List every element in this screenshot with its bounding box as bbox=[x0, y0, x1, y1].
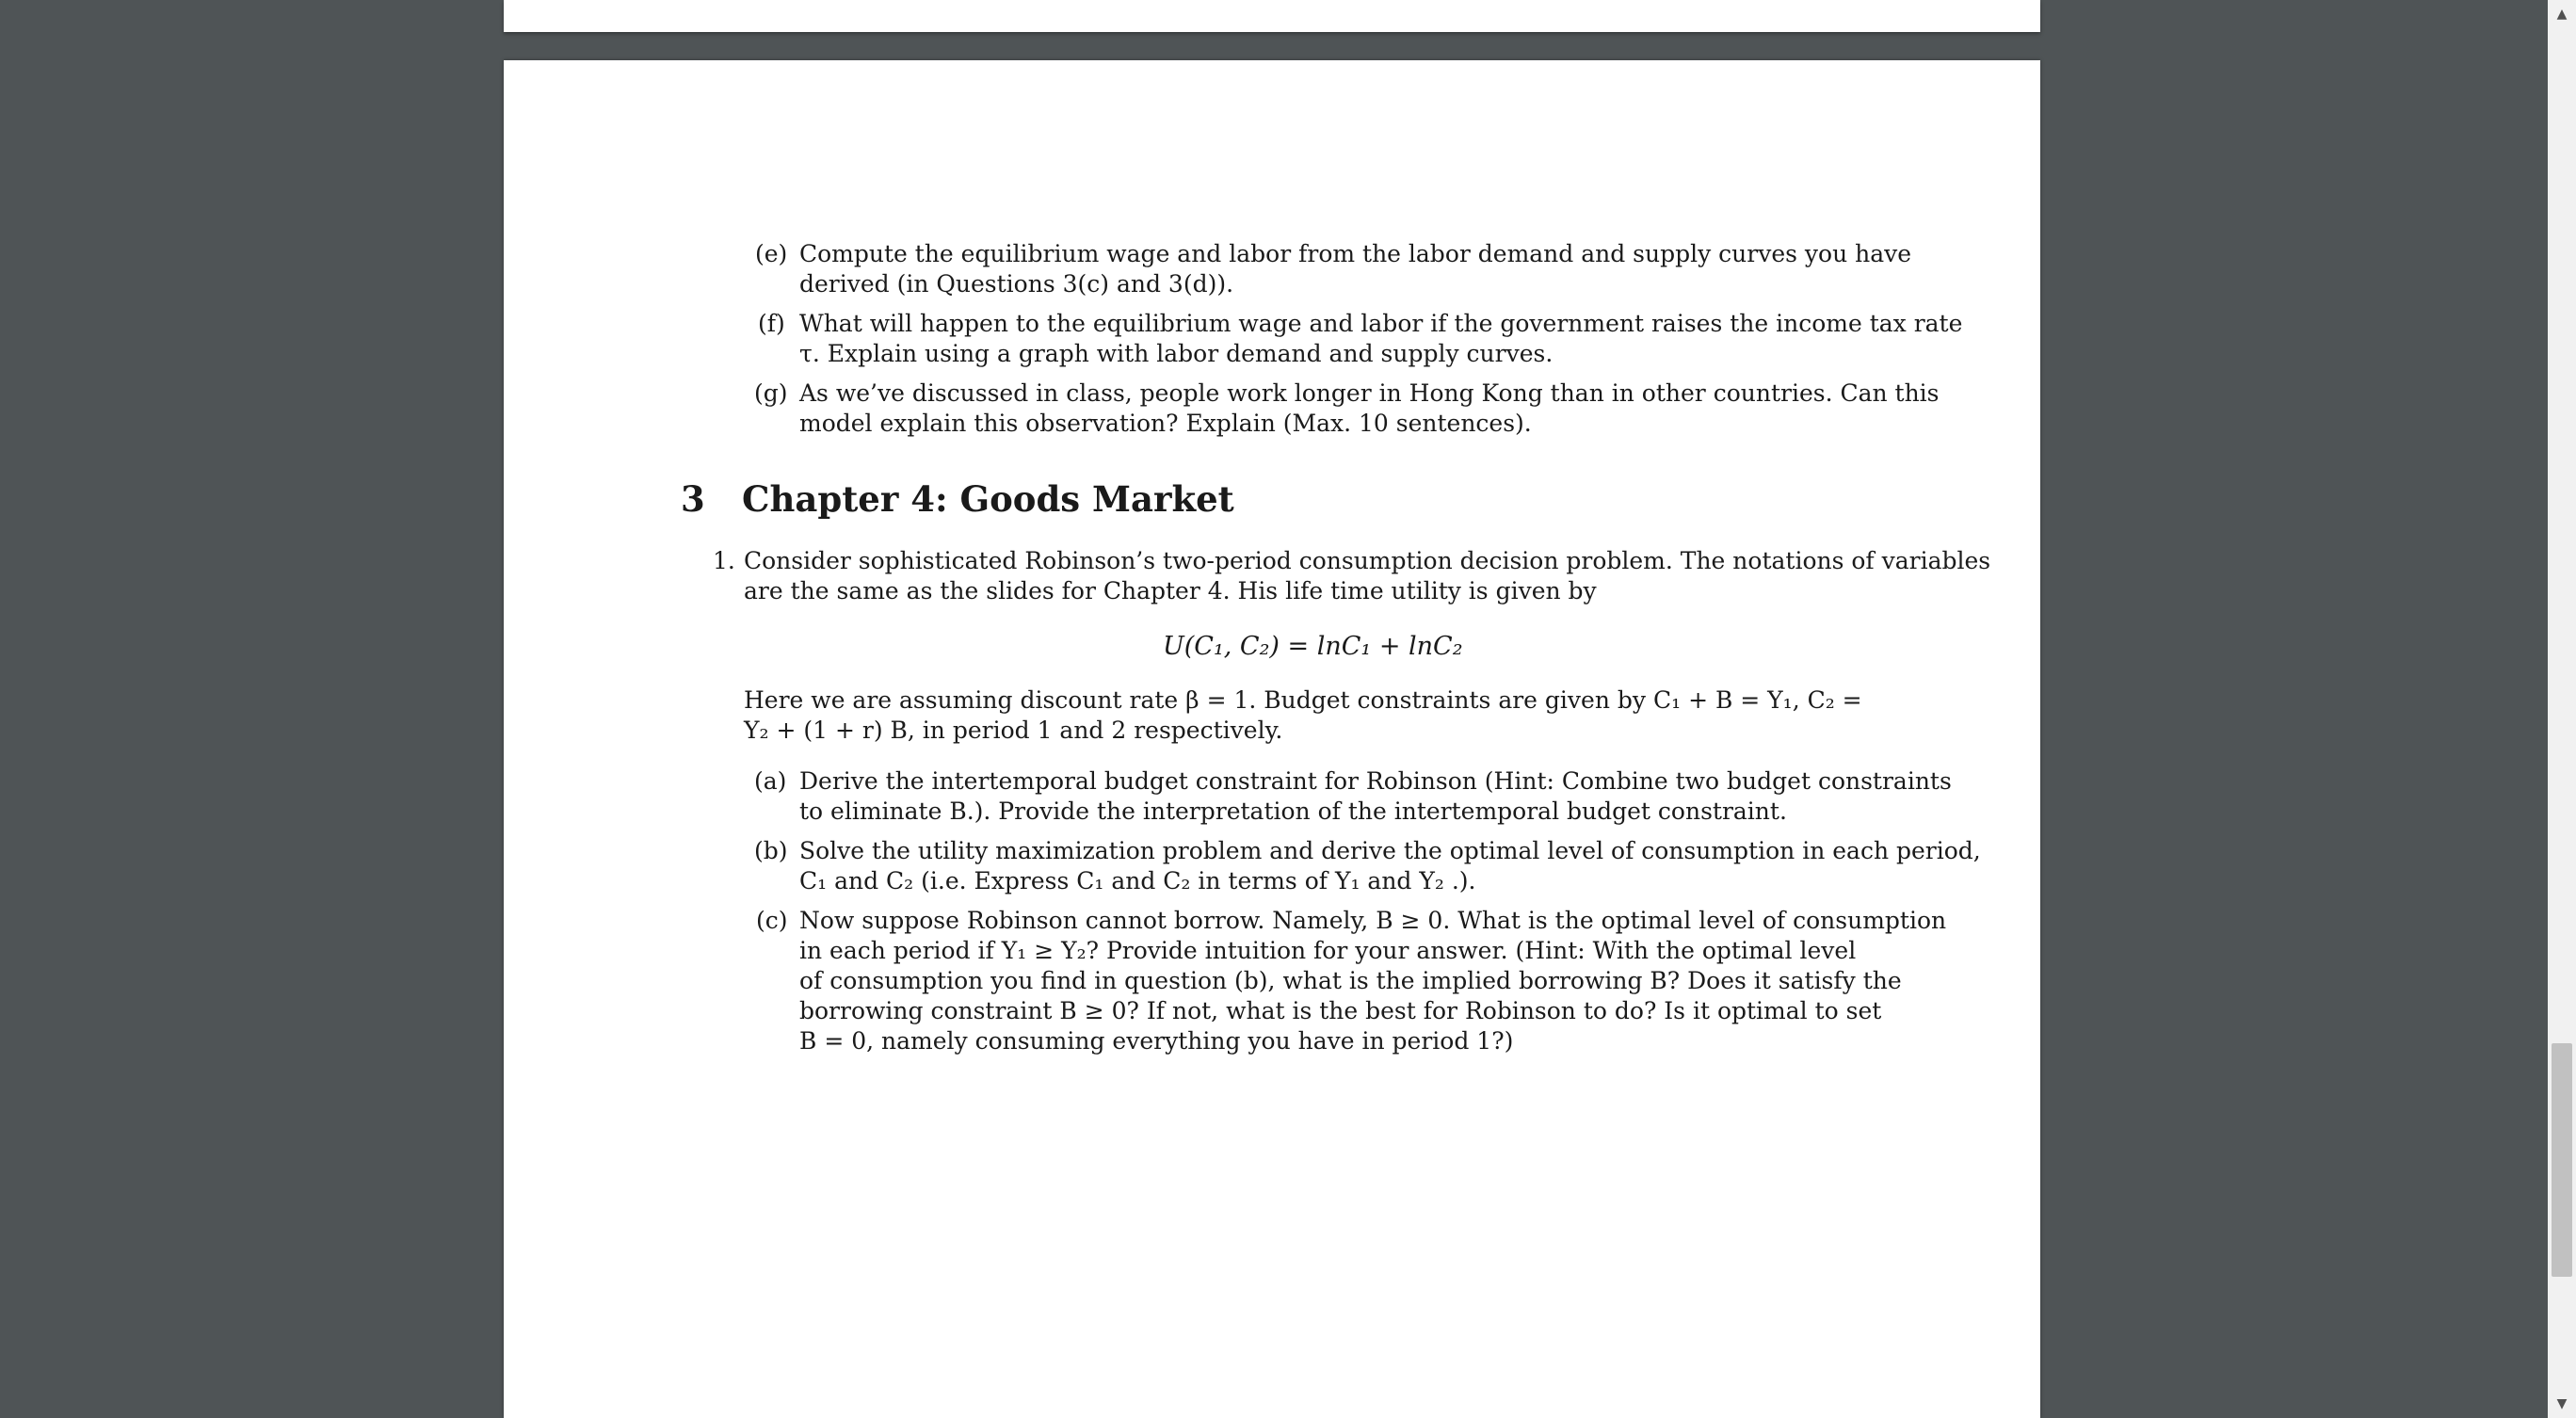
scrollbar-thumb[interactable] bbox=[2552, 1043, 2572, 1277]
item-c-text-line4: borrowing constraint B ≥ 0? If not, what is the best for Robinson to do? Is it optimal to set bbox=[799, 997, 1882, 1024]
utility-equation: U(C₁, C₂) = lnC₁ + lnC₂ bbox=[1163, 632, 1463, 661]
item-a-text-line1: Derive the intertemporal budget constraint for Robinson (Hint: Combine two budget constraints bbox=[799, 767, 1952, 795]
question-1-intro-line1: Consider sophisticated Robinson’s two-period consumption decision problem. The notations of variables bbox=[744, 547, 1991, 574]
item-e-label: (e) bbox=[755, 240, 788, 267]
scroll-up-arrow-icon[interactable]: ▲ bbox=[2556, 7, 2568, 22]
item-f-text-line2: τ. Explain using a graph with labor demand and supply curves. bbox=[799, 340, 1554, 367]
vertical-scrollbar[interactable] bbox=[2548, 0, 2576, 1418]
scroll-down-arrow-icon[interactable]: ▼ bbox=[2556, 1396, 2568, 1411]
section-title: Chapter 4: Goods Market bbox=[742, 478, 1234, 520]
item-a-text-line2: to eliminate B.). Provide the interpretation of the intertemporal budget constraint. bbox=[799, 798, 1787, 825]
item-c-text-line2: in each period if Y₁ ≥ Y₂? Provide intuition for your answer. (Hint: With the optimal level bbox=[799, 937, 1857, 964]
item-b-text-line1: Solve the utility maximization problem and derive the optimal level of consumption in each period, bbox=[799, 837, 1981, 864]
item-a-label: (a) bbox=[754, 767, 787, 795]
question-1-intro-line2: are the same as the slides for Chapter 4. His life time utility is given by bbox=[744, 577, 1597, 604]
item-b-label: (b) bbox=[754, 837, 788, 864]
document-page bbox=[504, 60, 2040, 1418]
item-g-text-line2: model explain this observation? Explain (Max. 10 sentences). bbox=[799, 410, 1532, 437]
previous-page-bottom bbox=[504, 0, 2040, 32]
question-1-label: 1. bbox=[713, 547, 735, 574]
budget-text-line2: Y₂ + (1 + r) B, in period 1 and 2 respectively. bbox=[744, 717, 1283, 744]
item-f-text-line1: What will happen to the equilibrium wage and labor if the government raises the income tax rate bbox=[799, 310, 1963, 337]
item-g-label: (g) bbox=[754, 379, 788, 407]
item-b-text-line2: C₁ and C₂ (i.e. Express C₁ and C₂ in terms of Y₁ and Y₂ .). bbox=[799, 867, 1476, 894]
item-c-text-line3: of consumption you find in question (b), what is the implied borrowing B? Does it satisfy the bbox=[799, 967, 1902, 994]
section-number: 3 bbox=[681, 478, 705, 520]
item-c-text-line1: Now suppose Robinson cannot borrow. Namely, B ≥ 0. What is the optimal level of consumption bbox=[799, 907, 1947, 934]
budget-text-line1: Here we are assuming discount rate β = 1. Budget constraints are given by C₁ + B = Y₁, C₂ = bbox=[744, 686, 1862, 714]
item-f-label: (f) bbox=[758, 310, 785, 337]
item-e-text-line2: derived (in Questions 3(c) and 3(d)). bbox=[799, 270, 1234, 298]
item-c-label: (c) bbox=[756, 907, 788, 934]
item-g-text-line1: As we’ve discussed in class, people work longer in Hong Kong than in other countries. Can this bbox=[799, 379, 1940, 407]
item-c-text-line5: B = 0, namely consuming everything you have in period 1?) bbox=[799, 1027, 1514, 1055]
item-e-text-line1: Compute the equilibrium wage and labor from the labor demand and supply curves you have bbox=[799, 240, 1912, 267]
